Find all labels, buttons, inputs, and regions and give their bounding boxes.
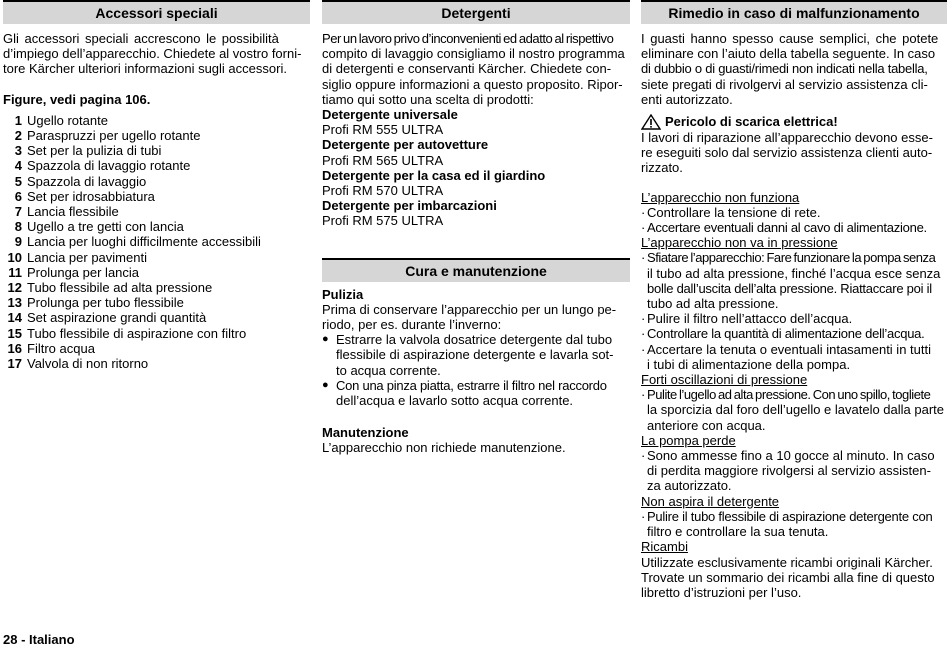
warning-heading bbox=[641, 114, 947, 130]
text-line: Pulire il filtro nell’attacco dell’acqua. bbox=[647, 311, 853, 327]
product-name: Profi RM 575 ULTRA bbox=[322, 213, 444, 229]
problem-title: Non aspira il detergente bbox=[641, 493, 780, 509]
section-header-accessories: Accessori speciali bbox=[3, 0, 310, 24]
item-number: 8 bbox=[14, 219, 22, 235]
section-header-troubleshooting: Rimedio in caso di malfunzionamento bbox=[641, 0, 947, 24]
remedy-step: · Sfiatare l’apparecchio: Fare funzionare la pompa senza il tubo ad alta pressione, finché l’acqua esce senza bolle dall’uscita dell’alta pressione. Riattaccare poi il tubo ad alta pressione. bbox=[641, 250, 947, 311]
column-accessories bbox=[3, 0, 310, 371]
item-label: Prolunga per lancia bbox=[27, 264, 140, 280]
text-line: la sporcizia dal foro dell’ugello e lavatelo dalla parte bbox=[647, 402, 945, 418]
text-line: Estrarre la valvola dosatrice detergente dal tubo bbox=[336, 332, 613, 348]
remedy-step: · Sono ammesse fino a 10 gocce al minuto. In caso di perdita maggiore rivolgersi al servizio assisten- za autorizzato. bbox=[641, 448, 947, 494]
text-line: za autorizzato. bbox=[647, 478, 732, 494]
list-item bbox=[3, 189, 310, 204]
item-label: Lancia per luoghi difficilmente accessibili bbox=[27, 234, 261, 250]
page-footer: 28 - Italiano bbox=[3, 632, 75, 647]
product-title: Detergente per imbarcazioni bbox=[322, 198, 497, 214]
product-list bbox=[322, 107, 630, 229]
troubleshooting-intro bbox=[641, 31, 947, 107]
item-label: Set aspirazione grandi quantità bbox=[27, 310, 207, 326]
text-line: riodo, per es. durante l’inverno: bbox=[322, 317, 502, 333]
item-number: 17 bbox=[7, 356, 22, 372]
item-label: Spazzola di lavaggio bbox=[27, 173, 147, 189]
text-line: i tubi di alimentazione della pompa. bbox=[647, 356, 851, 372]
list-item bbox=[3, 310, 310, 325]
item-label: Ugello a tre getti con lancia bbox=[27, 219, 184, 235]
text-line: tiamo qui sotto una scelta di prodotti: bbox=[322, 91, 534, 107]
text-line: I guasti hanno spesso cause semplici, che potete bbox=[641, 31, 939, 46]
product-name: Profi RM 570 ULTRA bbox=[322, 183, 444, 199]
text-line: eliminare con l’aiuto della tabella seguente. In caso bbox=[641, 46, 936, 62]
text-line: rizzato. bbox=[641, 160, 683, 176]
text-line: enti autorizzato. bbox=[641, 91, 733, 107]
product-name: Profi RM 555 ULTRA bbox=[322, 122, 444, 138]
item-number: 6 bbox=[14, 188, 22, 204]
column-detergents bbox=[322, 0, 630, 456]
text-line: il tubo ad alta pressione, finché l’acqua esce senza bbox=[647, 265, 941, 281]
bullet-item bbox=[322, 332, 630, 378]
text-line: libretto d’istruzioni per l’uso. bbox=[641, 584, 802, 600]
column-troubleshooting bbox=[641, 0, 947, 600]
text-line: Pulire il tubo flessibile di aspirazione detergente con bbox=[647, 508, 933, 524]
text-line: Controllare la tensione di rete. bbox=[647, 204, 821, 220]
text-line: di dubbio o di guasti/rimedi non indicati nella tabella, bbox=[641, 61, 928, 77]
item-number: 14 bbox=[7, 310, 22, 326]
accessories-list bbox=[3, 113, 310, 371]
item-number: 1 bbox=[14, 112, 22, 128]
remedy-step: · Controllare la quantità di alimentazione dell’acqua. bbox=[641, 326, 947, 341]
remedy-step: · Accertare eventuali danni al cavo di alimentazione. bbox=[641, 220, 947, 235]
item-label: Tubo flessibile ad alta pressione bbox=[27, 280, 213, 296]
remedy-step: · Pulite l’ugello ad alta pressione. Con uno spillo, togliete la sporcizia dal foro dell’ugello e lavatelo dalla parte anteriore con acqua. bbox=[641, 387, 947, 433]
item-number: 12 bbox=[7, 280, 22, 296]
list-item bbox=[3, 158, 310, 173]
warning-text bbox=[641, 130, 947, 176]
figure-reference: Figure, vedi pagina 106. bbox=[3, 91, 151, 107]
item-label: Ugello rotante bbox=[27, 112, 108, 128]
text-line: siglio oppure informazioni a questo proposito. Ripor- bbox=[322, 76, 623, 92]
list-item bbox=[3, 250, 310, 265]
section-header-detergents: Detergenti bbox=[322, 0, 630, 24]
product-title: Detergente per autovetture bbox=[322, 137, 489, 153]
list-item bbox=[3, 341, 310, 356]
item-number: 11 bbox=[8, 264, 22, 280]
parts-title: Ricambi bbox=[641, 539, 688, 555]
text-line: to acqua corrente. bbox=[336, 362, 441, 378]
list-item bbox=[3, 356, 310, 371]
list-item bbox=[3, 113, 310, 128]
item-number: 10 bbox=[7, 249, 22, 265]
text-line: Sono ammesse fino a 10 gocce al minuto. In caso bbox=[647, 448, 935, 464]
text-line: anteriore con acqua. bbox=[647, 417, 766, 433]
item-number: 16 bbox=[7, 340, 22, 356]
bullet-dot: ● bbox=[322, 378, 329, 391]
text-line: filtro e controllare la sua tenuta. bbox=[647, 524, 829, 540]
text-line: Sfiatare l’apparecchio: Fare funzionare la pompa senza bbox=[647, 250, 936, 266]
text-line: compito di lavaggio consigliamo il nostro programma bbox=[322, 46, 625, 62]
item-number: 15 bbox=[7, 325, 22, 341]
item-label: Paraspruzzi per ugello rotante bbox=[27, 128, 201, 144]
problem-title: L’apparecchio non va in pressione bbox=[641, 235, 838, 251]
item-label: Prolunga per tubo flessibile bbox=[27, 295, 184, 311]
item-label: Tubo flessibile di aspirazione con filtro bbox=[27, 325, 247, 341]
item-number: 13 bbox=[7, 295, 22, 311]
list-item bbox=[3, 265, 310, 280]
item-label: Lancia per pavimenti bbox=[27, 249, 147, 265]
warning-title: Pericolo di scarica elettrica! bbox=[665, 114, 838, 130]
text-line: Accertare eventuali danni al cavo di alimentazione. bbox=[647, 220, 927, 236]
item-number: 4 bbox=[14, 158, 22, 174]
product-title: Detergente per la casa ed il giardino bbox=[322, 167, 546, 183]
text-line: d’impiego dell’apparecchio. Chiedete al vostro forni- bbox=[3, 46, 302, 62]
problem-list bbox=[641, 190, 947, 600]
maintenance-text: L’apparecchio non richiede manutenzione. bbox=[322, 440, 566, 456]
text-line: bolle dall’uscita dell’alta pressione. Riattaccare poi il bbox=[647, 280, 932, 296]
list-item bbox=[3, 143, 310, 158]
text-line: siete pregati di rivolgervi al servizio assistenza cli- bbox=[641, 76, 928, 92]
text-line: flessibile di aspirazione detergente e lavarla sot- bbox=[336, 347, 614, 363]
text-line: Prima di conservare l’apparecchio per un lungo pe- bbox=[322, 301, 617, 317]
list-item bbox=[3, 174, 310, 189]
text-line: Pulite l’ugello ad alta pressione. Con uno spillo, togliete bbox=[647, 387, 931, 403]
text-line: I lavori di riparazione all’apparecchio devono esse- bbox=[641, 130, 933, 146]
list-item bbox=[3, 128, 310, 143]
item-number: 3 bbox=[14, 143, 22, 159]
item-label: Valvola di non ritorno bbox=[27, 356, 149, 372]
text-line: tubo ad alta pressione. bbox=[647, 296, 779, 312]
text-line: re eseguiti solo dal servizio assistenza clienti auto- bbox=[641, 145, 933, 161]
item-label: Spazzola di lavaggio rotante bbox=[27, 158, 191, 174]
text-line: tore Kärcher ulteriori informazioni sugli accessori. bbox=[3, 61, 287, 77]
item-label: Set per idrosabbiatura bbox=[27, 188, 155, 204]
cleaning-title: Pulizia bbox=[322, 286, 364, 302]
section-header-care: Cura e manutenzione bbox=[322, 258, 630, 282]
list-item bbox=[3, 280, 310, 295]
product-name: Profi RM 565 ULTRA bbox=[322, 152, 444, 168]
remedy-step: · Pulire il filtro nell’attacco dell’acqua. bbox=[641, 311, 947, 326]
problem-title: La pompa perde bbox=[641, 432, 736, 448]
text-line: Utilizzate esclusivamente ricambi originali Kärcher. bbox=[641, 554, 933, 570]
text-line: Trovate un sommario dei ricambi alla fine di questo bbox=[641, 569, 935, 585]
text-line: dell’acqua e lavarlo sotto acqua corrente. bbox=[336, 393, 574, 409]
bullet-item bbox=[322, 378, 630, 408]
remedy-step: · Accertare la tenuta o eventuali intasamenti in tutti i tubi di alimentazione della pompa. bbox=[641, 342, 947, 372]
list-item bbox=[3, 326, 310, 341]
accessories-intro bbox=[3, 31, 310, 77]
item-label: Lancia flessibile bbox=[27, 204, 119, 220]
list-item bbox=[3, 295, 310, 310]
maintenance-title: Manutenzione bbox=[322, 425, 409, 441]
problem-title: Forti oscillazioni di pressione bbox=[641, 372, 808, 388]
list-item bbox=[3, 204, 310, 219]
item-number: 2 bbox=[14, 128, 22, 144]
text-line: Gli accessori speciali accrescono le possibilità bbox=[3, 31, 279, 46]
text-line: di detergenti e conservanti Kärcher. Chiedete con- bbox=[322, 61, 612, 77]
item-label: Filtro acqua bbox=[27, 340, 95, 356]
text-line: Accertare la tenuta o eventuali intasamenti in tutti bbox=[647, 341, 931, 357]
item-label: Set per la pulizia di tubi bbox=[27, 143, 162, 159]
text-line: Per un lavoro privo d’inconvenienti ed adatto al rispettivo bbox=[322, 31, 614, 46]
bullet-dot: ● bbox=[322, 333, 329, 346]
remedy-step: · Controllare la tensione di rete. bbox=[641, 205, 947, 220]
list-item bbox=[3, 234, 310, 249]
problem-title: L’apparecchio non funziona bbox=[641, 189, 800, 205]
warning-triangle-icon bbox=[641, 114, 661, 130]
text-line: Con una pinza piatta, estrarre il filtro nel raccordo bbox=[336, 377, 607, 393]
text-line: di perdita maggiore rivolgersi al servizio assisten- bbox=[647, 463, 931, 479]
item-number: 7 bbox=[14, 204, 22, 220]
remedy-step: · Pulire il tubo flessibile di aspirazione detergente con filtro e controllare la sua tenuta. bbox=[641, 509, 947, 539]
item-number: 5 bbox=[14, 173, 22, 189]
item-number: 9 bbox=[14, 234, 22, 250]
product-title: Detergente universale bbox=[322, 107, 458, 123]
list-item bbox=[3, 219, 310, 234]
detergents-intro bbox=[322, 31, 630, 107]
text-line: Controllare la quantità di alimentazione dell’acqua. bbox=[647, 326, 925, 342]
